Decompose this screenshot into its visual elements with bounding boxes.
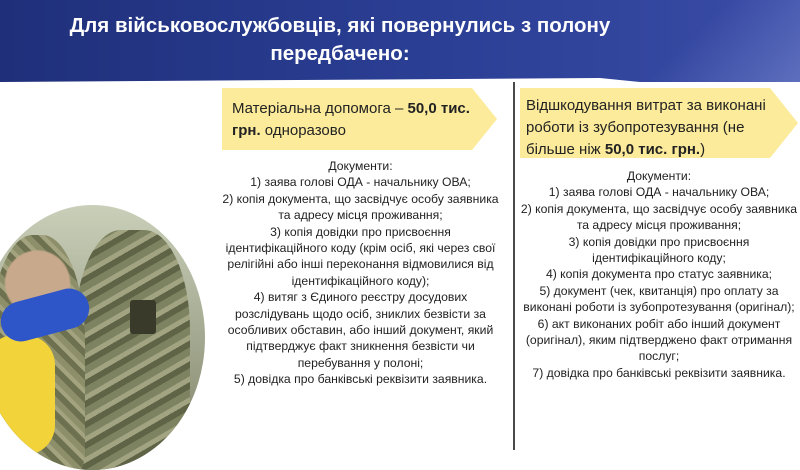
flag-yellow-part (0, 335, 55, 455)
right-documents-heading: Документи: (626, 169, 692, 183)
soldiers-hug-photo (0, 205, 205, 470)
dental-compensation-suffix: ) (700, 141, 706, 158)
left-documents-list (218, 158, 503, 388)
list-item: 7) довідка про банківські реквізити заявника. (532, 365, 786, 380)
list-item: 1) заява голові ОДА - начальнику ОВА; (250, 175, 471, 190)
list-item: 3) копія довідки про присвоєння ідентифікаційного коду; (568, 234, 750, 266)
dental-compensation-text (526, 95, 776, 161)
column-divider (513, 82, 515, 450)
material-aid-amount: 50,0 тис. грн. (232, 100, 470, 139)
material-aid-text (232, 98, 477, 142)
list-item: 1) заява голові ОДА - начальнику ОВА; (548, 185, 770, 200)
dental-compensation-prefix: Відшкодування витрат за виконані роботи із зубопротезування (не більше ніж (526, 97, 766, 158)
right-documents-list (520, 168, 798, 381)
title-line-2: передбачено: (270, 42, 410, 65)
material-aid-prefix: Матеріальна допомога – (232, 100, 408, 117)
uniform-patch (130, 300, 156, 334)
soldier-figure-right (75, 230, 190, 470)
list-item: 5) документ (чек, квитанція) про оплату за виконані роботи із зубопротезування (оригінал); (523, 283, 795, 315)
title-line-1: Для військовослужбовців, які повернулись з полону (69, 14, 611, 37)
list-item: 3) копія довідки про присвоєння ідентифікаційного коду (крім осіб, які через свої релігійні або інші переконання відмовилися від ідентифікаційного коду); (225, 224, 496, 288)
list-item: 5) довідка про банківські реквізити заявника. (233, 372, 488, 387)
left-documents-heading: Документи: (328, 159, 393, 173)
list-item: 2) копія документа, що засвідчує особу заявника та адресу місця проживання; (520, 201, 798, 233)
material-aid-suffix: одноразово (260, 122, 346, 139)
list-item: 6) акт виконаних робіт або інший документ (оригінал), яким підтверджено факт отримання послуг; (525, 316, 793, 364)
dental-compensation-amount: 50,0 тис. грн. (604, 141, 701, 158)
list-item: 2) копія документа, що засвідчує особу заявника та адресу місця проживання; (222, 191, 499, 223)
list-item: 4) копія документа про статус заявника; (545, 267, 773, 282)
list-item: 4) витяг з Єдиного реєстру досудових розслідувань щодо осіб, зниклих безвісти за особливих обставин, або інший документ, який підтверджує факт зникнення безвісти чи перебування у полоні; (227, 290, 494, 370)
page-title (40, 12, 640, 68)
